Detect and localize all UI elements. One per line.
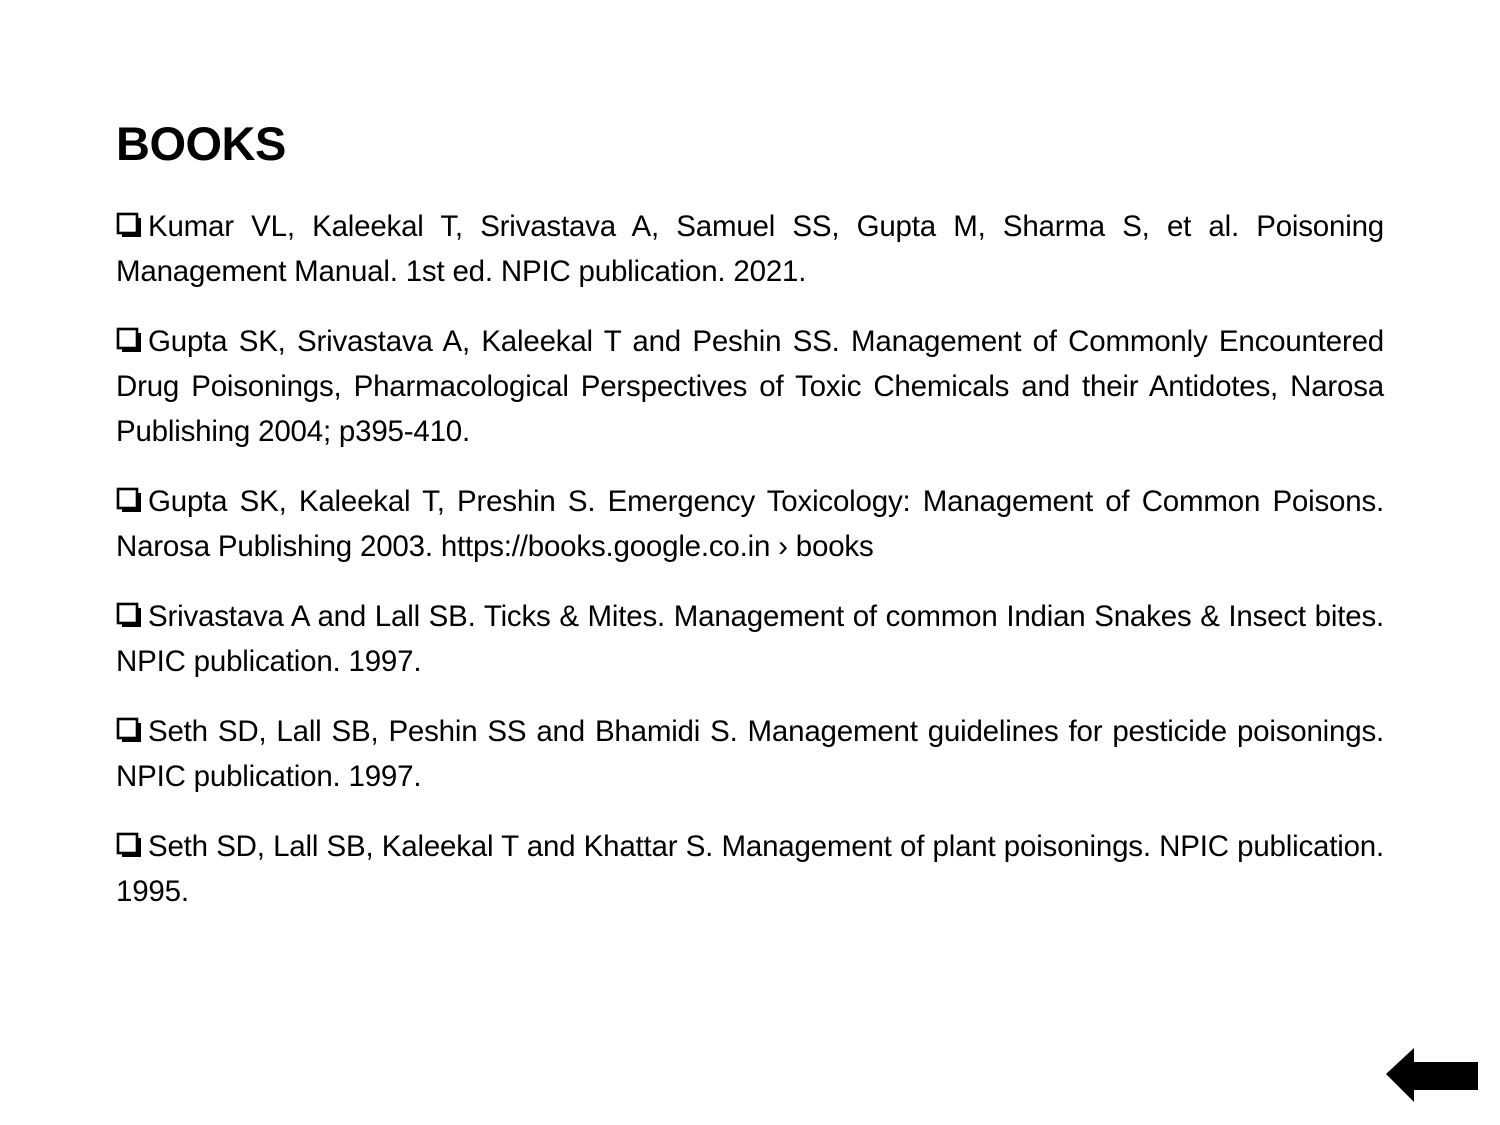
reference-text: Srivastava A and Lall SB. Ticks & Mites. Management of common Indian Snakes & Insect bites. NPIC publication. 1997. bbox=[116, 600, 1384, 678]
list-item bbox=[116, 204, 1384, 294]
checkbox-square-icon bbox=[116, 327, 143, 354]
checkbox-square-icon bbox=[116, 212, 143, 239]
list-item bbox=[116, 479, 1384, 569]
reference-text: Seth SD, Lall SB, Peshin SS and Bhamidi S. Management guidelines for pesticide poisonings. NPIC publication. 1997. bbox=[116, 715, 1384, 793]
checkbox-square-icon bbox=[116, 487, 143, 514]
checkbox-square-icon bbox=[116, 832, 143, 859]
list-item bbox=[116, 594, 1384, 684]
reference-text: Seth SD, Lall SB, Kaleekal T and Khattar S. Management of plant poisonings. NPIC publication. 1995. bbox=[116, 830, 1384, 908]
list-item bbox=[116, 824, 1384, 914]
back-button[interactable] bbox=[1384, 1046, 1480, 1104]
reference-text: Gupta SK, Srivastava A, Kaleekal T and Peshin SS. Management of Commonly Encountered Drug Poisonings, Pharmacological Perspectives of Toxic Chemicals and their Antidotes, Narosa Publishing 2004; p395-410. bbox=[116, 325, 1384, 448]
page-title: BOOKS bbox=[116, 117, 286, 170]
left-arrow-icon bbox=[1384, 1046, 1480, 1104]
reference-text: Kumar VL, Kaleekal T, Srivastava A, Samuel SS, Gupta M, Sharma S, et al. Poisoning Management Manual. 1st ed. NPIC publication. 2021. bbox=[116, 210, 1384, 288]
list-item bbox=[116, 319, 1384, 454]
checkbox-square-icon bbox=[116, 602, 143, 629]
checkbox-square-icon bbox=[116, 717, 143, 744]
reference-list bbox=[116, 204, 1384, 939]
reference-text: Gupta SK, Kaleekal T, Preshin S. Emergency Toxicology: Management of Common Poisons. Narosa Publishing 2003. https://books.google.co.in › books bbox=[116, 485, 1384, 563]
list-item bbox=[116, 709, 1384, 799]
